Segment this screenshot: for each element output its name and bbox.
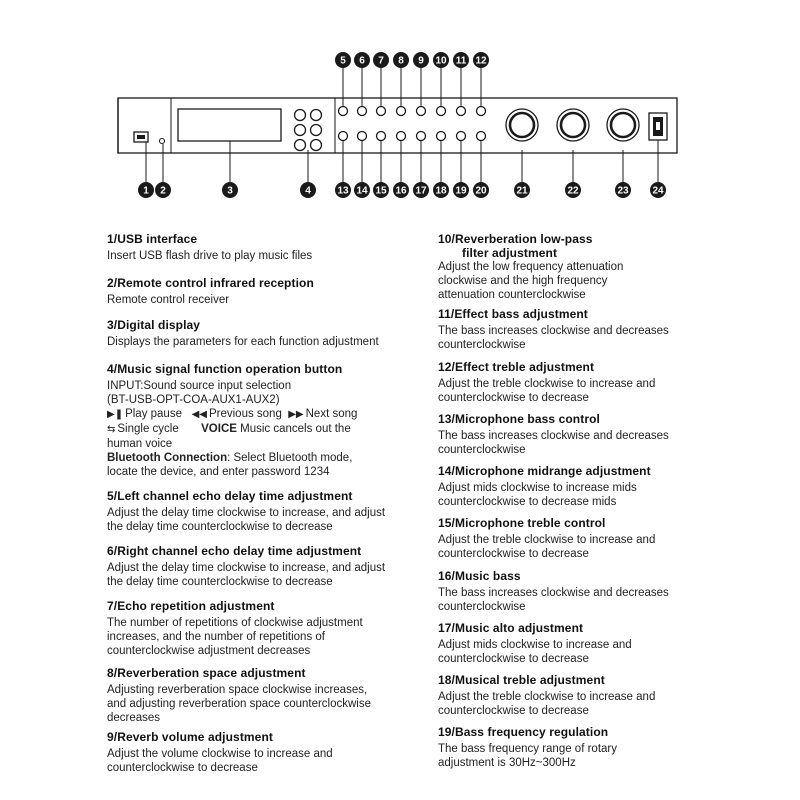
power-switch-icon bbox=[649, 113, 667, 190]
callout-1 bbox=[138, 182, 154, 198]
entry-title: 19/Bass frequency regulation bbox=[438, 725, 609, 739]
callout-2 bbox=[155, 182, 171, 198]
entry-title: 7/Echo repetition adjustment bbox=[107, 599, 275, 613]
entry-17 bbox=[438, 621, 758, 666]
entry-desc: counterclockwise to decrease bbox=[438, 653, 589, 665]
entry-title: 3/Digital display bbox=[107, 318, 201, 332]
bluetooth-desc-cont: locate the device, and enter password 1234 bbox=[107, 466, 330, 478]
entry-8 bbox=[107, 666, 427, 725]
callout-6 bbox=[354, 52, 370, 68]
knob-6 bbox=[358, 60, 367, 116]
entry-desc: Adjust the treble clockwise to increase and bbox=[438, 378, 656, 390]
entry-title: 12/Effect treble adjustment bbox=[438, 360, 595, 374]
entry-desc: The bass increases clockwise and decreases bbox=[438, 587, 669, 599]
svg-text:2: 2 bbox=[160, 185, 166, 197]
single-cycle-label: Single cycle bbox=[117, 423, 179, 435]
next-label: Next song bbox=[305, 408, 358, 420]
svg-text:3: 3 bbox=[227, 185, 233, 197]
knob-15 bbox=[377, 132, 386, 191]
callout-16 bbox=[393, 182, 409, 198]
front-panel-diagram bbox=[0, 0, 800, 210]
entry-15 bbox=[438, 516, 758, 561]
entry-desc: Insert USB flash drive to play music files bbox=[107, 250, 313, 262]
next-icon: ▶▶ bbox=[288, 409, 304, 420]
svg-text:12: 12 bbox=[475, 55, 487, 67]
entry-title: 11/Effect bass adjustment bbox=[438, 307, 588, 321]
knob-12 bbox=[477, 60, 486, 116]
entry-desc: Adjust the delay time clockwise to increase, and adjust bbox=[107, 562, 386, 574]
entry-desc: Displays the parameters for each function adjustment bbox=[107, 336, 379, 348]
knob-17 bbox=[417, 132, 426, 191]
entry-4 bbox=[107, 362, 427, 479]
entry-desc: adjustment is 30Hz~300Hz bbox=[438, 757, 576, 769]
entry-desc: increases, and the number of repetitions of bbox=[107, 631, 325, 643]
svg-text:24: 24 bbox=[652, 185, 664, 197]
entry-desc: The bass increases clockwise and decreases bbox=[438, 325, 669, 337]
knob-9 bbox=[417, 60, 426, 116]
input-line: INPUT:Sound source input selection bbox=[107, 380, 292, 392]
entry-desc: Adjusting reverberation space clockwise increases, bbox=[107, 684, 368, 696]
entry-title: 2/Remote control infrared reception bbox=[107, 276, 314, 290]
entry-3 bbox=[107, 318, 427, 349]
entry-title: 14/Microphone midrange adjustment bbox=[438, 464, 651, 478]
entry-desc: Adjust the low frequency attenuation bbox=[438, 261, 624, 273]
svg-text:4: 4 bbox=[305, 185, 311, 197]
svg-text:14: 14 bbox=[356, 185, 368, 197]
callout-8 bbox=[393, 52, 409, 68]
svg-text:19: 19 bbox=[455, 185, 467, 197]
entry-desc: Adjust mids clockwise to increase mids bbox=[438, 482, 637, 494]
knob-13 bbox=[339, 132, 348, 191]
play-pause-icon: ▶❚ bbox=[107, 409, 124, 420]
entry-title: 18/Musical treble adjustment bbox=[438, 673, 605, 687]
callout-18 bbox=[433, 182, 449, 198]
svg-text:10: 10 bbox=[435, 55, 447, 67]
entry-title: 9/Reverb volume adjustment bbox=[107, 730, 273, 744]
entry-13 bbox=[438, 412, 758, 457]
entry-14 bbox=[438, 464, 758, 509]
knob-8 bbox=[397, 60, 406, 116]
callout-19 bbox=[453, 182, 469, 198]
svg-text:22: 22 bbox=[567, 185, 579, 197]
entry-title: 1/USB interface bbox=[107, 232, 198, 246]
svg-text:18: 18 bbox=[435, 185, 447, 197]
svg-text:23: 23 bbox=[617, 185, 629, 197]
knob-14 bbox=[358, 132, 367, 191]
entry-desc: Adjust the delay time clockwise to increase, and adjust bbox=[107, 507, 386, 519]
callout-7 bbox=[373, 52, 389, 68]
entry-18 bbox=[438, 673, 758, 718]
voice-desc: Music cancels out the bbox=[240, 423, 351, 435]
ir-sensor-icon bbox=[160, 139, 165, 144]
entry-desc: The bass frequency range of rotary bbox=[438, 743, 617, 755]
entry-title bbox=[438, 232, 758, 260]
knob-18 bbox=[437, 132, 446, 191]
entry-desc: counterclockwise to decrease bbox=[107, 762, 258, 774]
voice-desc-cont: human voice bbox=[107, 438, 173, 450]
entry-title-line1: 10/Reverberation low-pass bbox=[438, 232, 593, 246]
entry-desc: counterclockwise to decrease mids bbox=[438, 496, 617, 508]
knob-20 bbox=[477, 132, 486, 191]
entry-5 bbox=[107, 489, 427, 534]
small-knobs-group bbox=[339, 60, 486, 190]
entry-title: 4/Music signal function operation button bbox=[107, 362, 343, 376]
entry-title-line2: filter adjustment bbox=[462, 246, 558, 260]
chassis-outline bbox=[118, 98, 677, 153]
entry-desc: counterclockwise to decrease bbox=[438, 392, 589, 404]
cycle-line bbox=[107, 422, 427, 437]
entry-desc: decreases bbox=[107, 712, 161, 724]
callout-11 bbox=[453, 52, 469, 68]
entry-desc: attenuation counterclockwise bbox=[438, 289, 586, 301]
svg-text:15: 15 bbox=[375, 185, 387, 197]
callout-10 bbox=[433, 52, 449, 68]
voice-label: VOICE bbox=[201, 423, 237, 435]
callout-23 bbox=[615, 182, 631, 198]
callout-21 bbox=[514, 182, 530, 198]
digital-display-screen bbox=[178, 109, 281, 141]
play-pause-label: Play pause bbox=[125, 408, 182, 420]
input-sources: (BT-USB-OPT-COA-AUX1-AUX2) bbox=[107, 394, 280, 406]
entry-desc: and adjusting reverberation space counterclockwise bbox=[107, 698, 372, 710]
entry-title: 6/Right channel echo delay time adjustment bbox=[107, 544, 362, 558]
bluetooth-line bbox=[107, 451, 427, 465]
entry-10 bbox=[438, 232, 758, 302]
svg-text:11: 11 bbox=[455, 55, 467, 67]
entry-desc: counterclockwise to decrease bbox=[438, 705, 589, 717]
knob-16 bbox=[397, 132, 406, 191]
large-knob-23 bbox=[607, 109, 639, 190]
entry-desc: Adjust the treble clockwise to increase and bbox=[438, 534, 656, 546]
svg-text:8: 8 bbox=[398, 55, 404, 67]
entry-desc: Remote control receiver bbox=[107, 294, 230, 306]
function-button bbox=[295, 140, 306, 151]
callout-14 bbox=[354, 182, 370, 198]
callout-4 bbox=[300, 182, 316, 198]
entry-title: 16/Music bass bbox=[438, 569, 521, 583]
function-button bbox=[311, 140, 322, 151]
callout-15 bbox=[373, 182, 389, 198]
entry-title: 8/Reverberation space adjustment bbox=[107, 666, 306, 680]
svg-text:21: 21 bbox=[516, 185, 528, 197]
entry-title: 17/Music alto adjustment bbox=[438, 621, 584, 635]
function-button bbox=[311, 110, 322, 121]
entry-6 bbox=[107, 544, 427, 589]
svg-text:16: 16 bbox=[395, 185, 407, 197]
transport-line bbox=[107, 407, 427, 422]
function-buttons-group bbox=[295, 110, 322, 151]
entry-desc: Adjust mids clockwise to increase and bbox=[438, 639, 632, 651]
entry-2 bbox=[107, 276, 427, 307]
entry-desc: The number of repetitions of clockwise adjustment bbox=[107, 617, 363, 629]
knob-7 bbox=[377, 60, 386, 116]
entry-title: 15/Microphone treble control bbox=[438, 516, 606, 530]
callout-17 bbox=[413, 182, 429, 198]
usb-port-icon bbox=[134, 132, 148, 142]
entry-16 bbox=[438, 569, 758, 614]
bluetooth-desc: : Select Bluetooth mode, bbox=[227, 452, 353, 464]
entry-9 bbox=[107, 730, 427, 775]
callout-5 bbox=[335, 52, 351, 68]
entry-desc: counterclockwise adjustment decreases bbox=[107, 645, 311, 657]
svg-text:5: 5 bbox=[340, 55, 346, 67]
entry-desc: counterclockwise bbox=[438, 444, 526, 456]
knob-11 bbox=[457, 60, 466, 116]
entry-desc: Adjust the volume clockwise to increase and bbox=[107, 748, 333, 760]
callout-9 bbox=[413, 52, 429, 68]
entry-11 bbox=[438, 307, 758, 352]
entry-desc: counterclockwise bbox=[438, 601, 526, 613]
entry-desc: The bass increases clockwise and decreases bbox=[438, 430, 669, 442]
entry-title: 13/Microphone bass control bbox=[438, 412, 600, 426]
entry-desc: the delay time counterclockwise to decrease bbox=[107, 576, 333, 588]
callout-12 bbox=[473, 52, 489, 68]
svg-text:20: 20 bbox=[475, 185, 487, 197]
callout-22 bbox=[565, 182, 581, 198]
function-button bbox=[295, 125, 306, 136]
callout-24 bbox=[650, 182, 666, 198]
callout-13 bbox=[335, 182, 351, 198]
entry-desc: the delay time counterclockwise to decrease bbox=[107, 521, 333, 533]
callout-20 bbox=[473, 182, 489, 198]
entry-19 bbox=[438, 725, 758, 770]
svg-text:7: 7 bbox=[378, 55, 384, 67]
knob-10 bbox=[437, 60, 446, 116]
previous-label: Previous song bbox=[208, 408, 282, 420]
callout-3 bbox=[222, 182, 238, 198]
entry-desc: clockwise and the high frequency bbox=[438, 275, 608, 287]
svg-text:9: 9 bbox=[418, 55, 424, 67]
entry-1 bbox=[107, 232, 427, 263]
knob-5 bbox=[339, 60, 348, 116]
previous-icon: ◀◀ bbox=[191, 409, 207, 420]
svg-text:1: 1 bbox=[143, 185, 149, 197]
function-button bbox=[295, 110, 306, 121]
bluetooth-label: Bluetooth Connection bbox=[107, 452, 228, 464]
entry-title: 5/Left channel echo delay time adjustment bbox=[107, 489, 353, 503]
entry-desc: counterclockwise bbox=[438, 339, 526, 351]
entry-desc: Adjust the treble clockwise to increase and bbox=[438, 691, 656, 703]
repeat-icon: ⇆ bbox=[107, 424, 116, 435]
entry-7 bbox=[107, 599, 427, 658]
entry-12 bbox=[438, 360, 758, 405]
entry-desc: counterclockwise to decrease bbox=[438, 548, 589, 560]
function-button bbox=[311, 125, 322, 136]
svg-text:6: 6 bbox=[359, 55, 365, 67]
svg-text:17: 17 bbox=[415, 185, 427, 197]
large-knob-21 bbox=[506, 109, 538, 190]
svg-text:13: 13 bbox=[337, 185, 349, 197]
large-knob-22 bbox=[557, 109, 589, 190]
knob-19 bbox=[457, 132, 466, 191]
